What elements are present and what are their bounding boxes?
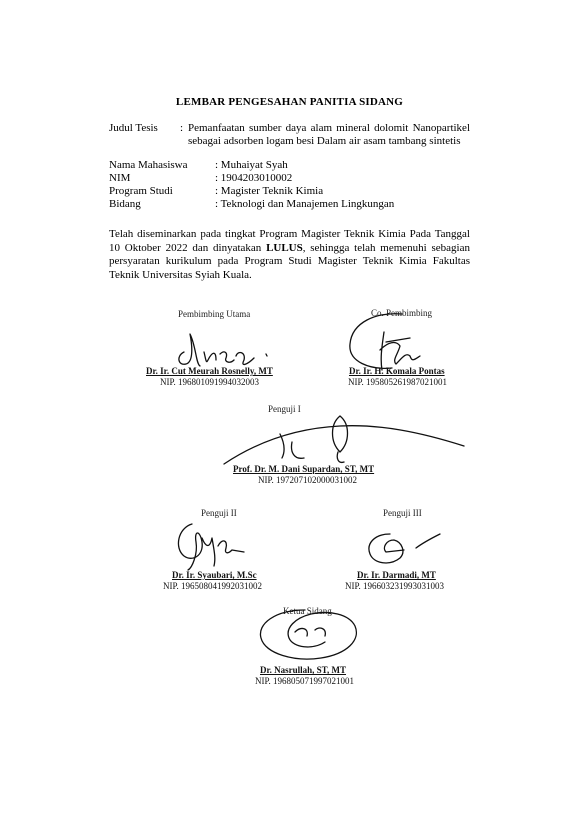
nip-penguji-3: NIP. 196603231993031003 [345, 581, 445, 591]
statement-paragraph [109, 228, 470, 282]
field-label: Nama Mahasiswa [109, 159, 188, 171]
signature-pembimbing-utama [170, 330, 280, 370]
field-label: Program Studi [109, 185, 173, 197]
field-value: : Muhaiyat Syah [215, 159, 288, 171]
field-value: : 1904203010002 [215, 172, 293, 184]
signature-penguji-2 [170, 518, 260, 574]
nip-pembimbing-utama: NIP. 196801091994032003 [160, 377, 260, 387]
nip-penguji-1: NIP. 197207102000031002 [258, 475, 358, 485]
nip-ketua-sidang: NIP. 196805071997021001 [255, 676, 355, 686]
field-label: Bidang [109, 198, 141, 210]
name-ketua-sidang: Dr. Nasrullah, ST, MT [260, 665, 347, 675]
paragraph-text: , sehingga telah memenuhi sebagian persyaratan kurikulum pada Program Studi Magister Teknik Kimia Fakultas Teknik Universitas Syiah Kuala. [109, 241, 470, 281]
signature-penguji-1 [220, 412, 470, 472]
judul-colon: : [180, 122, 184, 134]
field-value: : Teknologi dan Manajemen Lingkungan [215, 198, 395, 210]
name-penguji-1: Prof. Dr. M. Dani Supardan, ST, MT [233, 464, 375, 474]
signature-co-pembimbing [340, 312, 440, 374]
nip-co-pembimbing: NIP. 195805261987021001 [348, 377, 448, 387]
role-pembimbing-utama: Pembimbing Utama [178, 309, 251, 319]
role-co-pembimbing: Co. Pembimbing [371, 308, 433, 318]
judul-value: Pemanfaatan sumber daya alam mineral dolomit Nanopartikel sebagai adsorben logam besi Dalam air asam tambang sintetis [188, 122, 470, 147]
paragraph-text: Telah diseminarkan pada tingkat Program Magister Teknik Kimia Pada Tanggal 10 Oktober 2022 dan dinyatakan [109, 228, 470, 254]
name-penguji-2: Dr. Ir. Syaubari, M.Sc [172, 570, 257, 580]
page-title: LEMBAR PENGESAHAN PANITIA SIDANG [175, 96, 404, 108]
role-penguji-1: Penguji I [268, 404, 301, 414]
name-co-pembimbing: Dr. Ir. H. Komala Pontas [349, 366, 445, 376]
nip-penguji-2: NIP. 196508041992031002 [163, 581, 263, 591]
signature-penguji-3 [360, 524, 450, 570]
lulus-bold: LULUS [266, 241, 303, 254]
role-ketua-sidang: Ketua Sidang [283, 606, 332, 616]
judul-label: Judul Tesis [109, 122, 158, 134]
role-penguji-3: Penguji III [383, 508, 422, 518]
field-value: : Magister Teknik Kimia [215, 185, 324, 197]
signature-ketua-sidang [255, 606, 365, 664]
name-pembimbing-utama: Dr. Ir. Cut Meurah Rosnelly, MT [146, 366, 273, 376]
name-penguji-3: Dr. Ir. Darmadi, MT [357, 570, 436, 580]
field-label: NIM [109, 172, 131, 184]
role-penguji-2: Penguji II [201, 508, 237, 518]
